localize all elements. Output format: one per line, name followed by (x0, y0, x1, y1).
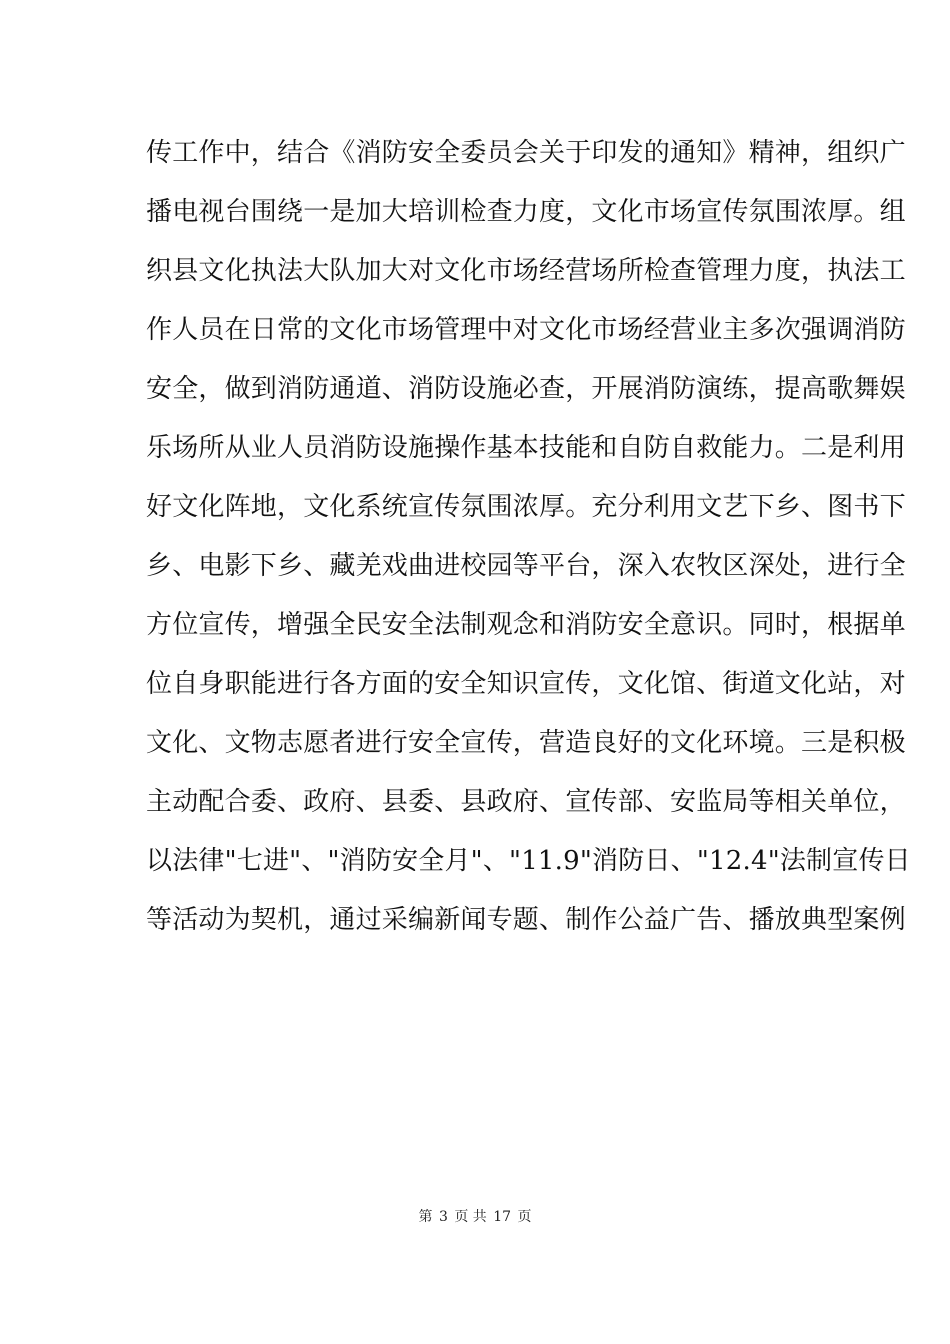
footer-suffix: 页 (517, 1209, 532, 1225)
text-line-2: 播电视台围绕一是加大培训检查力度，文化市场宣传氛围浓厚。组 (146, 197, 906, 227)
text-line-8: 乡、电影下乡、藏羌戏曲进校园等平台，深入农牧区深处，进行全 (146, 551, 906, 581)
text-line-1: 传工作中，结合《消防安全委员会关于印发的通知》精神，组织广 (146, 138, 906, 168)
footer-middle: 页 共 (454, 1209, 487, 1225)
text-line-11: 文化、文物志愿者进行安全宣传，营造良好的文化环境。三是积极 (146, 728, 906, 758)
text-line-4: 作人员在日常的文化市场管理中对文化市场经营业主多次强调消防 (146, 315, 906, 345)
text-line-6: 乐场所从业人员消防设施操作基本技能和自防自救能力。二是利用 (146, 433, 906, 463)
text-line-12: 主动配合委、政府、县委、县政府、宣传部、安监局等相关单位， (146, 787, 906, 817)
text-line-7: 好文化阵地，文化系统宣传氛围浓厚。充分利用文艺下乡、图书下 (146, 492, 906, 522)
text-line-13: 以法律"七进"、"消防安全月"、"11.9"消防日、"12.4"法制宣传日 (146, 846, 911, 876)
page-footer (0, 1207, 950, 1227)
total-page-count: 17 (493, 1209, 512, 1225)
text-line-3: 织县文化执法大队加大对文化市场经营场所检查管理力度，执法工 (146, 256, 906, 286)
current-page-number: 3 (438, 1209, 448, 1225)
text-line-9: 方位宣传，增强全民安全法制观念和消防安全意识。同时，根据单 (146, 610, 906, 640)
text-line-14: 等活动为契机，通过采编新闻专题、制作公益广告、播放典型案例 (146, 905, 906, 935)
footer-prefix: 第 (418, 1209, 433, 1225)
text-line-5: 安全，做到消防通道、消防设施必查，开展消防演练，提高歌舞娱 (146, 374, 906, 404)
text-line-10: 位自身职能进行各方面的安全知识宣传，文化馆、街道文化站，对 (146, 669, 906, 699)
body-text (146, 130, 911, 956)
